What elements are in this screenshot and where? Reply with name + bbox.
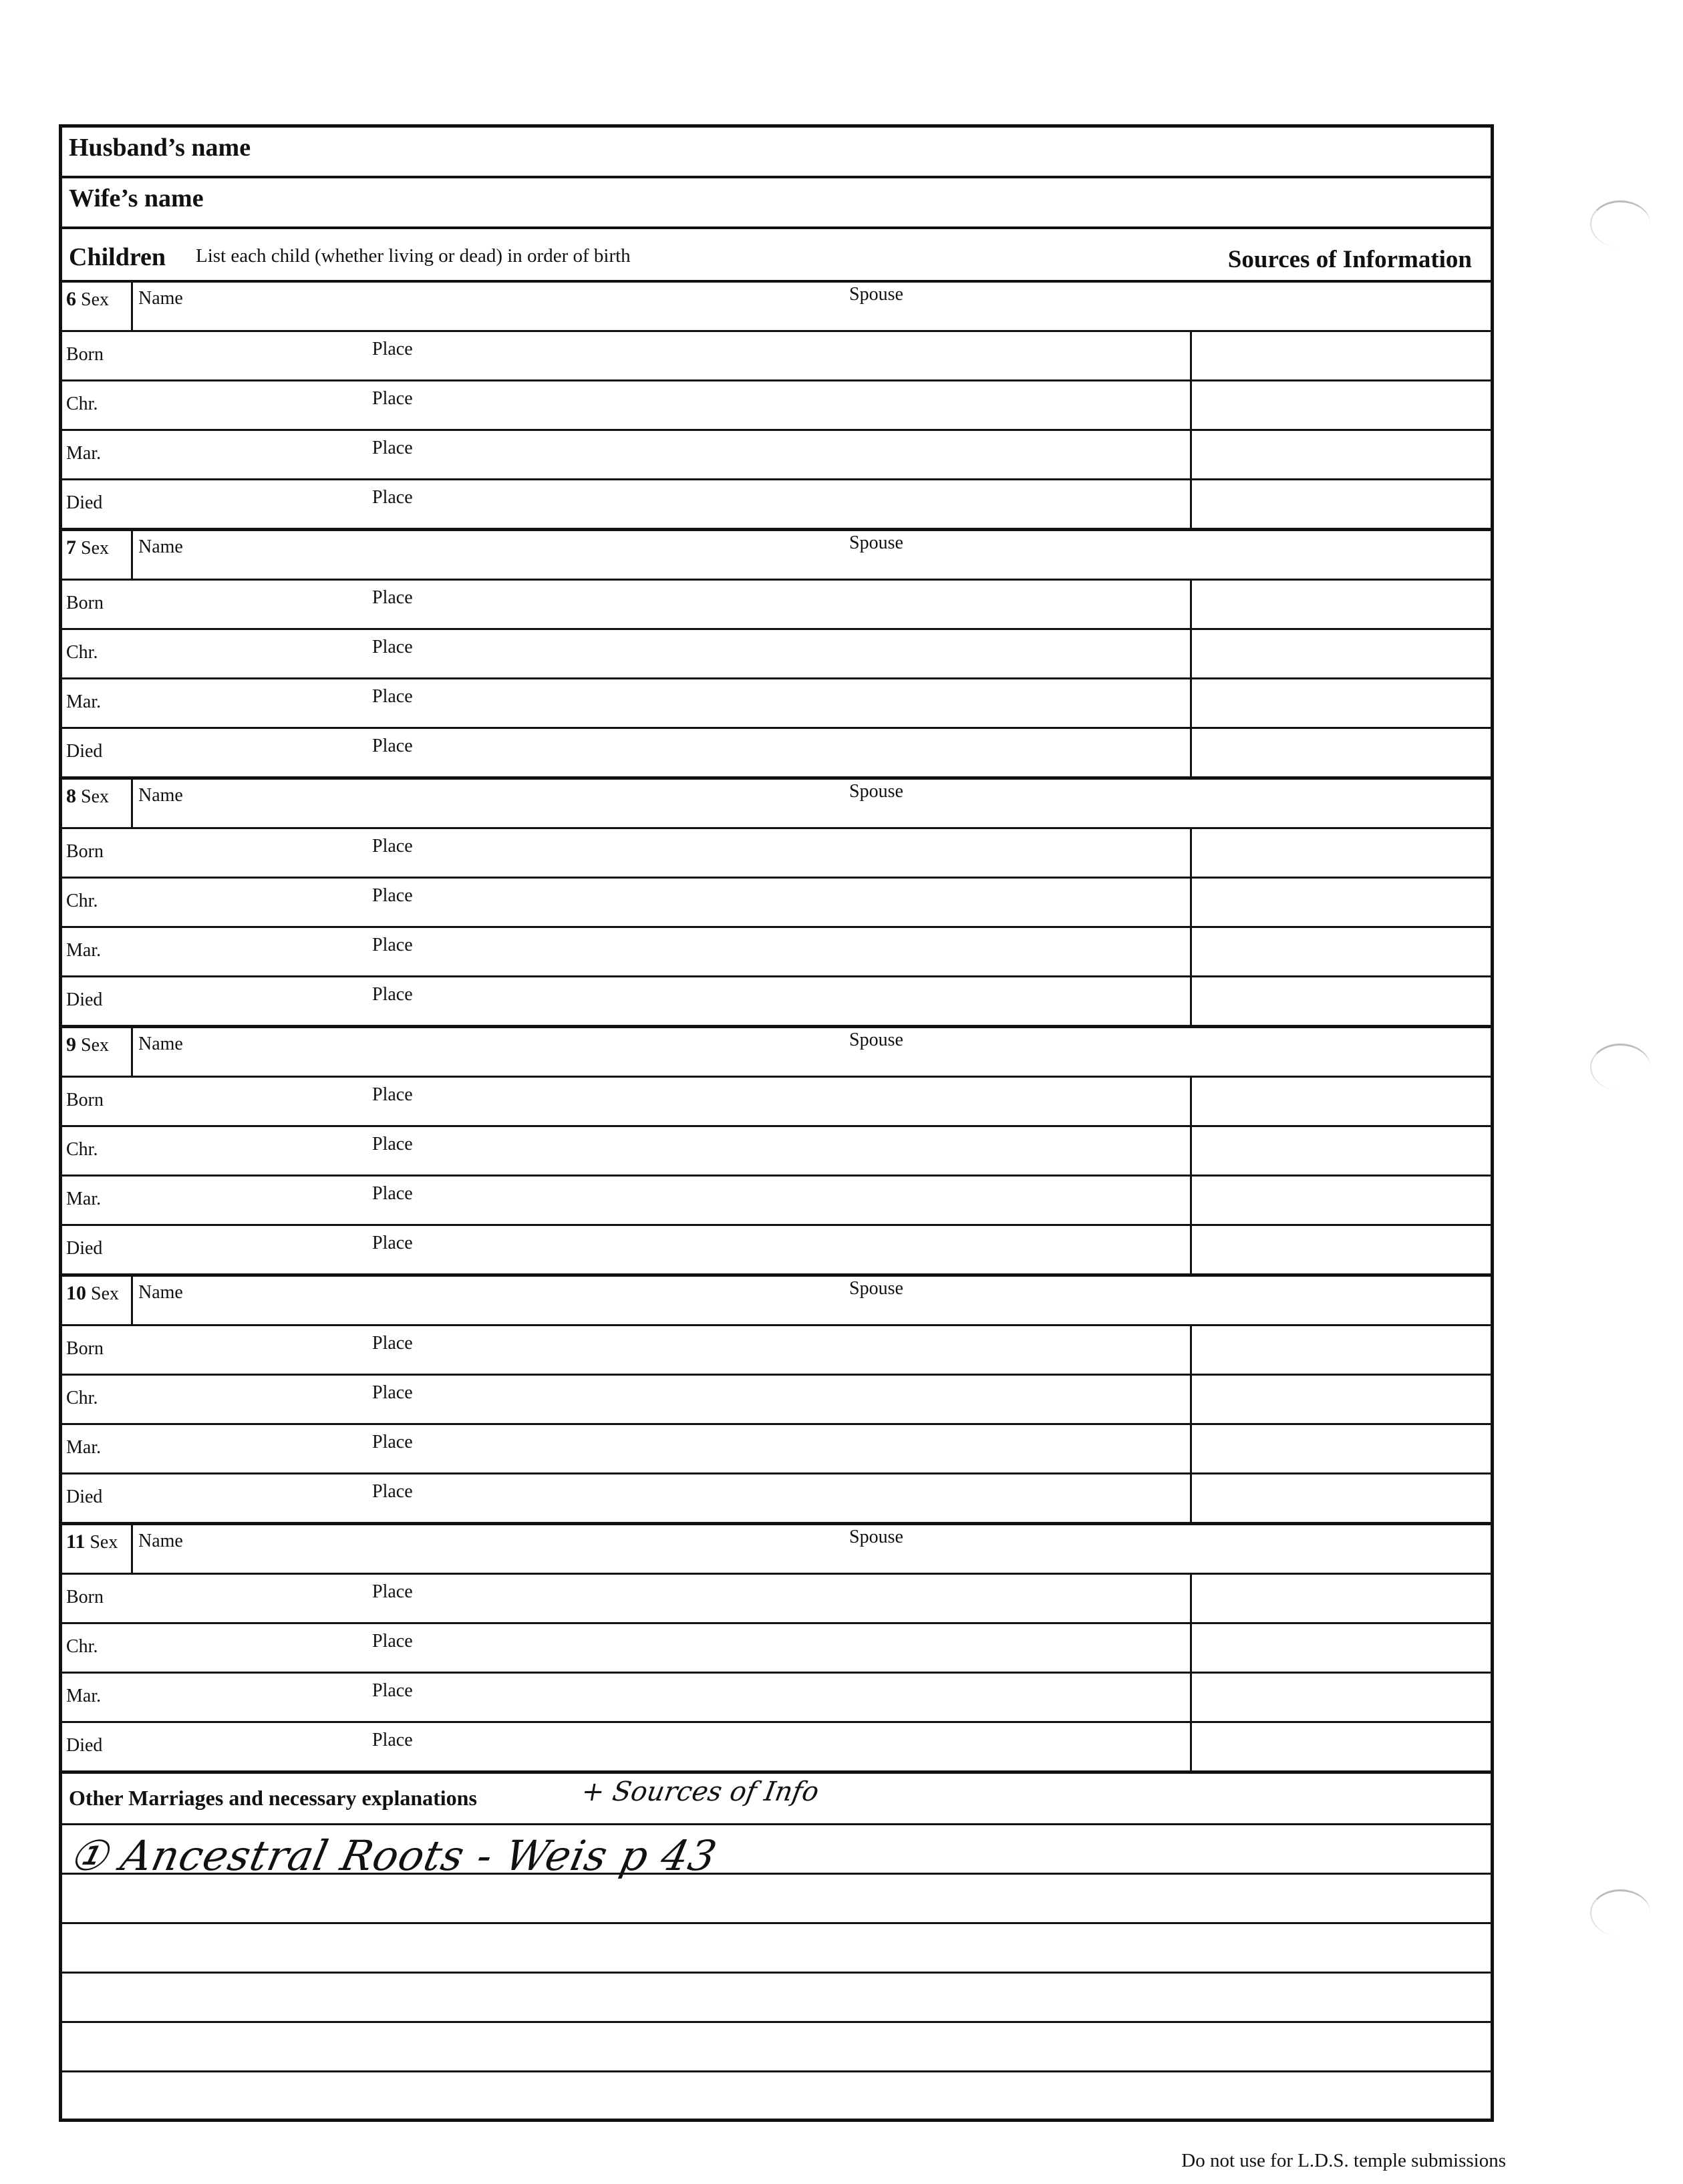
child-name-row[interactable] xyxy=(62,283,1491,332)
died-label: Died xyxy=(66,1238,103,1259)
place-label: Place xyxy=(372,438,413,458)
child-number: 9 xyxy=(66,1034,76,1056)
note-line xyxy=(62,1823,1491,1825)
place-label: Place xyxy=(372,587,413,608)
event-row-born[interactable] xyxy=(62,332,1491,381)
born-label: Born xyxy=(66,344,104,365)
child-name-row[interactable] xyxy=(62,1277,1491,1326)
event-row-born[interactable] xyxy=(62,829,1491,879)
born-label: Born xyxy=(66,1587,104,1607)
place-label: Place xyxy=(372,836,413,856)
sex-label: Sex xyxy=(90,1532,118,1553)
source-cell[interactable] xyxy=(1190,630,1491,677)
source-cell[interactable] xyxy=(1190,1078,1491,1125)
place-label: Place xyxy=(372,1730,413,1750)
spouse-label: Spouse xyxy=(849,532,903,553)
child-sex-box[interactable] xyxy=(62,531,133,581)
child-name-row[interactable] xyxy=(62,1525,1491,1575)
chr-label: Chr. xyxy=(66,642,98,663)
event-row-born[interactable] xyxy=(62,1575,1491,1624)
child-sex-box[interactable] xyxy=(62,283,133,332)
died-label: Died xyxy=(66,741,103,762)
source-cell[interactable] xyxy=(1190,1425,1491,1472)
source-cell[interactable] xyxy=(1190,1376,1491,1423)
event-row-died[interactable] xyxy=(62,480,1491,530)
place-label: Place xyxy=(372,1084,413,1105)
source-cell[interactable] xyxy=(1190,1177,1491,1224)
sex-label: Sex xyxy=(81,1035,109,1056)
mar-label: Mar. xyxy=(66,443,102,464)
other-marriages-label: Other Marriages and necessary explanations xyxy=(69,1786,477,1810)
event-row-chr[interactable] xyxy=(62,381,1491,431)
name-label: Name xyxy=(138,785,183,806)
place-label: Place xyxy=(372,487,413,508)
source-cell[interactable] xyxy=(1190,480,1491,530)
child-number: 11 xyxy=(66,1531,86,1553)
family-group-sheet xyxy=(59,124,1494,2122)
punch-hole-top xyxy=(1590,200,1650,247)
chr-label: Chr. xyxy=(66,1636,98,1657)
place-label: Place xyxy=(372,1333,413,1354)
place-label: Place xyxy=(372,1680,413,1701)
wife-name-row[interactable] xyxy=(62,178,1491,229)
event-row-mar[interactable] xyxy=(62,679,1491,729)
sex-label: Sex xyxy=(81,786,109,807)
handwritten-source-entry: ① Ancestral Roots - Weis p 43 xyxy=(65,1831,722,1880)
place-label: Place xyxy=(372,935,413,955)
born-label: Born xyxy=(66,593,104,613)
punch-hole-bottom xyxy=(1590,1889,1650,1936)
children-instruction: List each child (whether living or dead) in order of birth xyxy=(196,245,631,267)
child-name-row[interactable] xyxy=(62,531,1491,581)
born-label: Born xyxy=(66,841,104,862)
child-sex-box[interactable] xyxy=(62,1028,133,1078)
note-line xyxy=(62,1972,1491,1974)
died-label: Died xyxy=(66,492,103,513)
children-title: Children xyxy=(69,243,166,271)
note-line xyxy=(62,2070,1491,2072)
note-line xyxy=(62,2021,1491,2023)
mar-label: Mar. xyxy=(66,1686,102,1706)
note-line xyxy=(62,1873,1491,1875)
chr-label: Chr. xyxy=(66,891,98,911)
name-label: Name xyxy=(138,288,183,309)
died-label: Died xyxy=(66,1487,103,1507)
source-cell[interactable] xyxy=(1190,879,1491,926)
source-cell[interactable] xyxy=(1190,679,1491,727)
event-row-died[interactable] xyxy=(62,1474,1491,1524)
name-label: Name xyxy=(138,1034,183,1054)
source-cell[interactable] xyxy=(1190,1326,1491,1374)
child-record xyxy=(62,531,1491,780)
sources-of-information-label: Sources of Information xyxy=(1227,246,1472,273)
handwritten-sources-heading: + Sources of Info xyxy=(579,1776,822,1807)
died-label: Died xyxy=(66,1735,103,1756)
child-sex-box[interactable] xyxy=(62,780,133,829)
event-row-chr[interactable] xyxy=(62,1127,1491,1177)
place-label: Place xyxy=(372,1233,413,1253)
other-marriages-section[interactable] xyxy=(62,1774,1491,2119)
event-row-died[interactable] xyxy=(62,977,1491,1027)
spouse-label: Spouse xyxy=(849,284,903,305)
mar-label: Mar. xyxy=(66,1189,102,1209)
event-row-chr[interactable] xyxy=(62,1376,1491,1425)
child-record xyxy=(62,1525,1491,1774)
place-label: Place xyxy=(372,885,413,906)
child-number: 10 xyxy=(66,1282,86,1304)
footer-note: Do not use for L.D.S. temple submissions xyxy=(1181,2150,1506,2171)
source-cell[interactable] xyxy=(1190,977,1491,1027)
died-label: Died xyxy=(66,989,103,1010)
wife-name-label: Wife’s name xyxy=(69,184,204,212)
event-row-mar[interactable] xyxy=(62,1425,1491,1474)
sex-label: Sex xyxy=(81,289,109,310)
place-label: Place xyxy=(372,736,413,756)
child-sex-box[interactable] xyxy=(62,1277,133,1326)
spouse-label: Spouse xyxy=(849,1278,903,1299)
children-list xyxy=(62,283,1491,1774)
child-number: 8 xyxy=(66,785,76,807)
source-cell[interactable] xyxy=(1190,1624,1491,1672)
event-row-died[interactable] xyxy=(62,1723,1491,1772)
place-label: Place xyxy=(372,339,413,359)
note-line xyxy=(62,1922,1491,1924)
place-label: Place xyxy=(372,1631,413,1652)
born-label: Born xyxy=(66,1338,104,1359)
source-cell[interactable] xyxy=(1190,928,1491,975)
born-label: Born xyxy=(66,1090,104,1110)
child-sex-box[interactable] xyxy=(62,1525,133,1575)
place-label: Place xyxy=(372,637,413,657)
place-label: Place xyxy=(372,984,413,1005)
event-row-mar[interactable] xyxy=(62,431,1491,480)
place-label: Place xyxy=(372,686,413,707)
mar-label: Mar. xyxy=(66,940,102,961)
child-name-row[interactable] xyxy=(62,780,1491,829)
source-cell[interactable] xyxy=(1190,1226,1491,1275)
source-cell[interactable] xyxy=(1190,1575,1491,1622)
place-label: Place xyxy=(372,388,413,409)
husband-name-row[interactable] xyxy=(62,128,1491,178)
source-cell[interactable] xyxy=(1190,1127,1491,1175)
punch-hole-middle xyxy=(1590,1044,1650,1090)
place-label: Place xyxy=(372,1183,413,1204)
child-record xyxy=(62,1028,1491,1277)
place-label: Place xyxy=(372,1432,413,1452)
children-header xyxy=(62,229,1491,283)
source-cell[interactable] xyxy=(1190,829,1491,877)
name-label: Name xyxy=(138,1531,183,1551)
chr-label: Chr. xyxy=(66,1388,98,1408)
place-label: Place xyxy=(372,1382,413,1403)
husband-name-label: Husband’s name xyxy=(69,134,251,162)
source-cell[interactable] xyxy=(1190,729,1491,778)
source-cell[interactable] xyxy=(1190,1474,1491,1524)
place-label: Place xyxy=(372,1481,413,1502)
mar-label: Mar. xyxy=(66,1437,102,1458)
spouse-label: Spouse xyxy=(849,1030,903,1050)
source-cell[interactable] xyxy=(1190,1674,1491,1721)
child-number: 7 xyxy=(66,536,76,559)
name-label: Name xyxy=(138,536,183,557)
place-label: Place xyxy=(372,1581,413,1602)
spouse-label: Spouse xyxy=(849,1527,903,1547)
child-record xyxy=(62,283,1491,531)
sex-label: Sex xyxy=(81,538,109,559)
place-label: Place xyxy=(372,1134,413,1154)
child-record xyxy=(62,1277,1491,1525)
event-row-born[interactable] xyxy=(62,1078,1491,1127)
child-record xyxy=(62,780,1491,1028)
spouse-label: Spouse xyxy=(849,781,903,802)
source-cell[interactable] xyxy=(1190,381,1491,429)
event-row-mar[interactable] xyxy=(62,928,1491,977)
chr-label: Chr. xyxy=(66,1139,98,1160)
event-row-chr[interactable] xyxy=(62,630,1491,679)
mar-label: Mar. xyxy=(66,691,102,712)
name-label: Name xyxy=(138,1282,183,1303)
chr-label: Chr. xyxy=(66,394,98,414)
event-row-chr[interactable] xyxy=(62,879,1491,928)
event-row-died[interactable] xyxy=(62,729,1491,778)
event-row-born[interactable] xyxy=(62,1326,1491,1376)
event-row-chr[interactable] xyxy=(62,1624,1491,1674)
source-cell[interactable] xyxy=(1190,431,1491,478)
child-name-row[interactable] xyxy=(62,1028,1491,1078)
event-row-mar[interactable] xyxy=(62,1177,1491,1226)
event-row-born[interactable] xyxy=(62,581,1491,630)
source-cell[interactable] xyxy=(1190,1723,1491,1772)
sex-label: Sex xyxy=(91,1283,119,1304)
child-number: 6 xyxy=(66,288,76,310)
event-row-died[interactable] xyxy=(62,1226,1491,1275)
source-cell[interactable] xyxy=(1190,581,1491,628)
source-cell[interactable] xyxy=(1190,332,1491,379)
event-row-mar[interactable] xyxy=(62,1674,1491,1723)
